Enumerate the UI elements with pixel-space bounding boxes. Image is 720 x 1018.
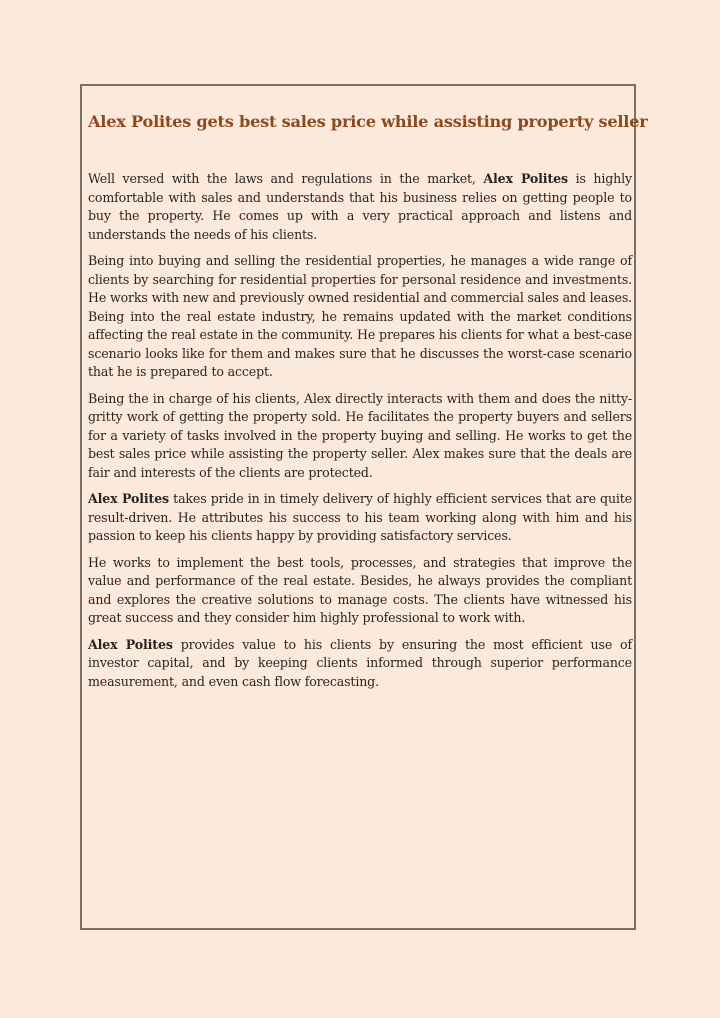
- paragraph-1-text-after: is highly comfortable with sales and understands that his business relies on getting people to buy the property. He comes up with a very practical approach and listens and understands the needs of his clients.: [88, 171, 632, 242]
- paragraph-1: [88, 170, 632, 244]
- paragraph-1-name: Alex Polites: [483, 171, 568, 186]
- document-title: Alex Polites gets best sales price while assisting property seller: [88, 112, 648, 131]
- paragraph-1-text: Well versed with the laws and regulations in the market,: [88, 171, 484, 186]
- paragraph-4-lead: Alex Polites: [88, 491, 169, 506]
- paragraph-2: [88, 252, 632, 382]
- paragraph-5-text: He works to implement the best tools, processes, and strategies that improve the value and performance of the real estate. Besides, he always provides the compliant and explores the creative solutions to manage costs. The clients have witnessed his great success and they consider him highly professional to work with.: [88, 554, 632, 625]
- document-content: [88, 108, 648, 699]
- page-frame: [80, 84, 648, 930]
- paragraph-6: [88, 636, 632, 692]
- paragraph-4: [88, 490, 632, 546]
- paragraph-5: [88, 554, 632, 628]
- paragraph-3: [88, 390, 632, 483]
- paragraph-6-text: provides value to his clients by ensuring the most efficient use of investor capital, and by keeping clients informed through superior performance measurement, and even cash flow forecasting.: [88, 636, 632, 689]
- paragraph-3-text: Being the in charge of his clients, Alex directly interacts with them and does the nitty-gritty work of getting the property sold. He facilitates the property buyers and sellers for a variety of tasks involved in the property buying and selling. He works to get the best sales price while assisting the property seller. Alex makes sure that the deals are fair and interests of the clients are protected.: [88, 390, 632, 480]
- paragraph-4-text: takes pride in in timely delivery of highly efficient services that are quite result-driven. He attributes his success to his team working along with him and his passion to keep his clients happy by providing satisfactory services.: [88, 491, 632, 543]
- paragraph-6-lead: Alex Polites: [88, 636, 173, 652]
- paragraph-2-text: Being into buying and selling the residential properties, he manages a wide range of clients by searching for residential properties for personal residence and investments. He works with new and previously owned residential and commercial sales and leases. Being into the real estate industry, he remains updated with the market conditions affecting the real estate in the community. He prepares his clients for what a best-case scenario looks like for them and makes sure that he discusses the worst-case scenario that he is prepared to accept.: [88, 253, 632, 379]
